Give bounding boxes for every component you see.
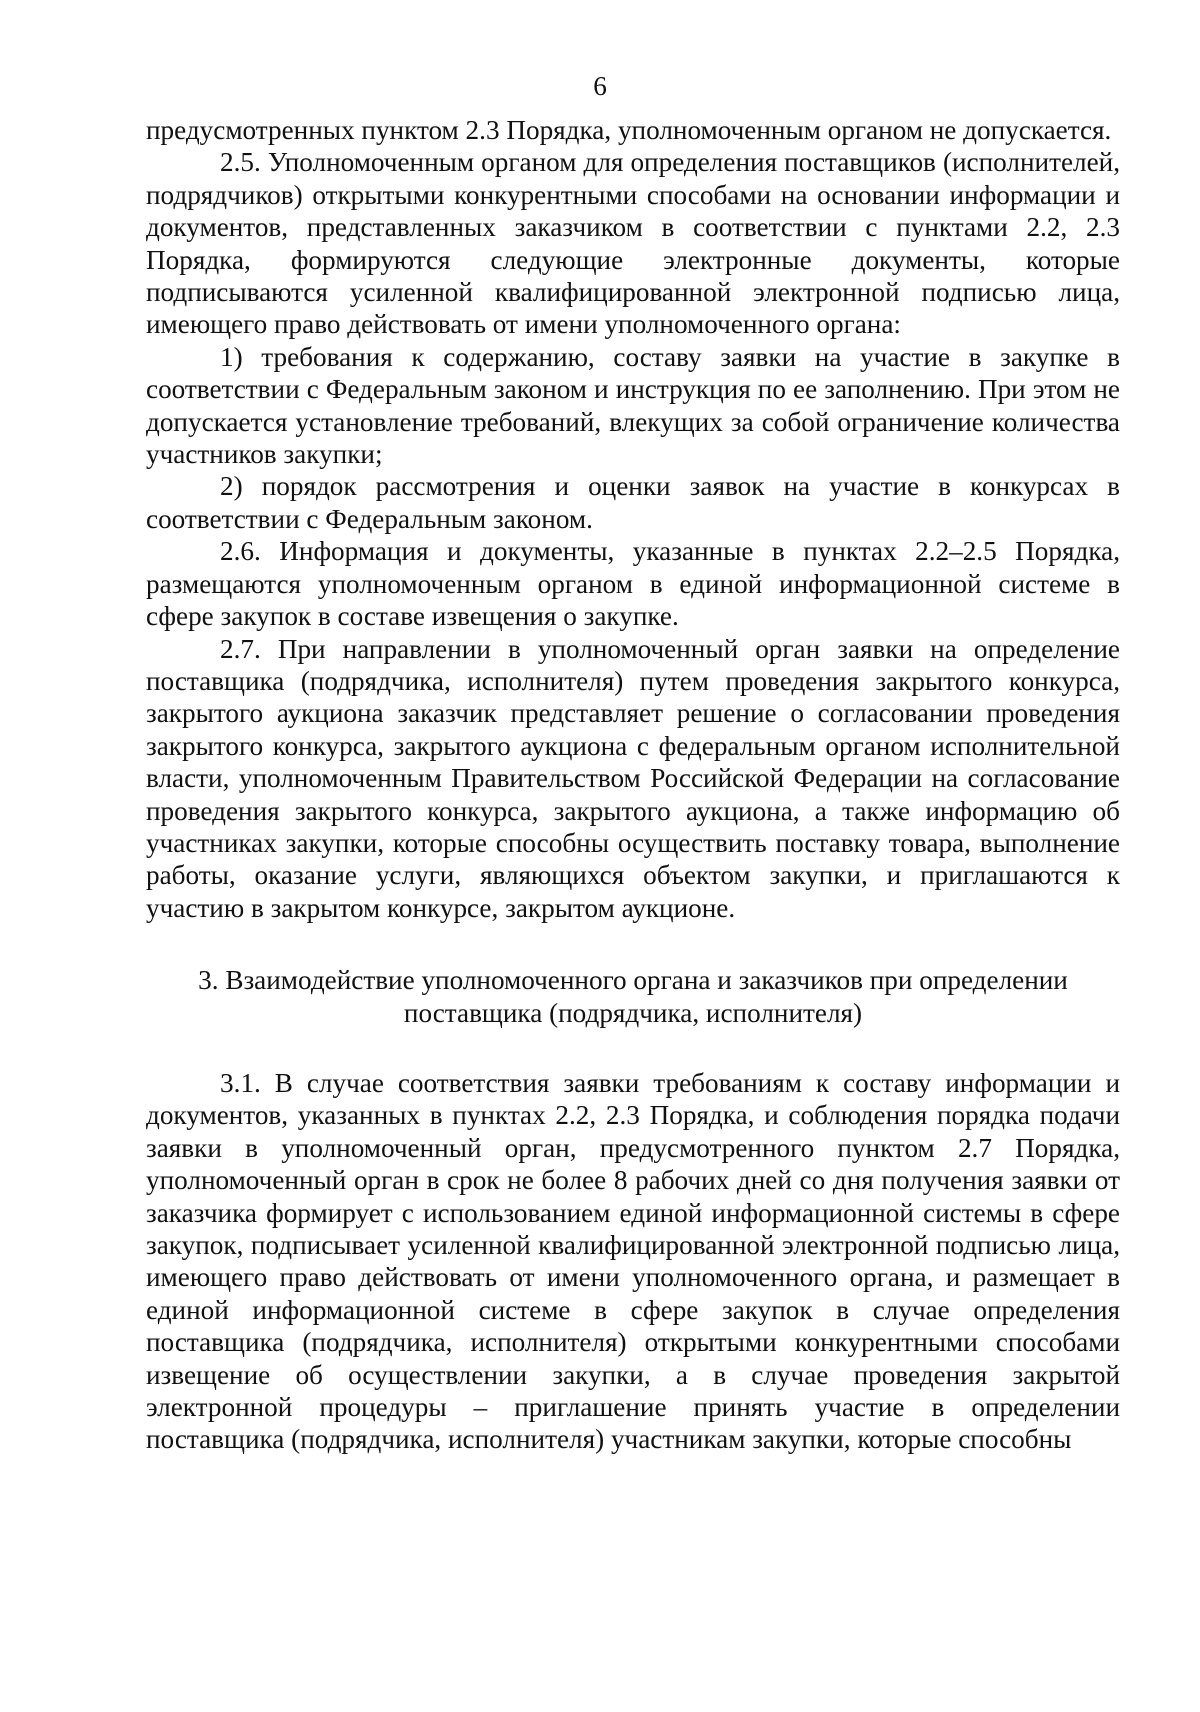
- section-3-heading: [146, 964, 1120, 1029]
- paragraph-2-6: 2.6. Информация и документы, указанные в пунктах 2.2–2.5 Порядка, размещаются уполномоченным органом в единой информационной системе в сфере закупок в составе извещения о закупке.: [146, 536, 1120, 632]
- paragraph-2-7: 2.7. При направлении в уполномоченный орган заявки на определение поставщика (подрядчика, исполнителя) путем проведения закрытого конкурса, закрытого аукциона заказчик представляет решение о согласовании проведения закрытого конкурса, закрытого аукциона с федеральным органом исполнительной власти, уполномоченным Правительством Российской Федерации на согласование проведения закрытого конкурса, закрытого аукциона, а также информацию об участниках закупки, которые способны осуществить поставку товара, выполнение работы, оказание услуги, являющихся объектом закупки, и приглашаются к участию в закрытом конкурсе, закрытом аукционе.: [146, 633, 1120, 923]
- paragraphs-bottom: [146, 1067, 1120, 1456]
- paragraph-3-1: 3.1. В случае соответствия заявки требованиям к составу информации и документов, указанных в пунктах 2.2, 2.3 Порядка, и соблюдения порядка подачи заявки в уполномоченный орган, предусмотренного пунктом 2.7 Порядка, уполномоченный орган в срок не более 8 рабочих дней со дня получения заявки от заказчика формирует с использованием единой информационной системы в сфере закупок, подписывает усиленной квалифицированной электронной подписью лица, имеющего право действовать от имени уполномоченного органа, и размещает в единой информационной системе в сфере закупок в случае определения поставщика (подрядчика, исполнителя) открытыми конкурентными способами извещение об осуществлении закупки, а в случае проведения закрытой электронной процедуры – приглашение принять участие в определении поставщика (подрядчика, исполнителя) участникам закупки, которые способны: [146, 1067, 1120, 1455]
- paragraphs-top: [146, 114, 1120, 924]
- paragraph-2-5-item-1: 1) требования к содержанию, составу заявки на участие в закупке в соответствии с Федеральным законом и инструкция по ее заполнению. При этом не допускается установление требований, влекущих за собой ограничение количества участников закупки;: [146, 341, 1120, 470]
- section-3-heading-line-1: 3. Взаимодействие уполномоченного органа и заказчиков при определении: [198, 965, 1068, 996]
- document-body: [146, 114, 1120, 1456]
- section-3-heading-line-2: поставщика (подрядчика, исполнителя): [403, 997, 863, 1028]
- page-number: 6: [593, 71, 607, 101]
- paragraph-2-5-item-2: 2) порядок рассмотрения и оценки заявок на участие в конкурсах в соответствии с Федеральным законом.: [146, 471, 1120, 534]
- paragraph-2-5: 2.5. Уполномоченным органом для определения поставщиков (исполнителей, подрядчиков) открытыми конкурентными способами на основании информации и документов, представленных заказчиком в соответствии с пунктами 2.2, 2.3 Порядка, формируются следующие электронные документы, которые подписываются усиленной квалифицированной электронной подписью лица, имеющего право действовать от имени уполномоченного органа:: [146, 147, 1120, 340]
- paragraph-continuation: предусмотренных пунктом 2.3 Порядка, уполномоченным органом не допускается.: [146, 115, 1112, 145]
